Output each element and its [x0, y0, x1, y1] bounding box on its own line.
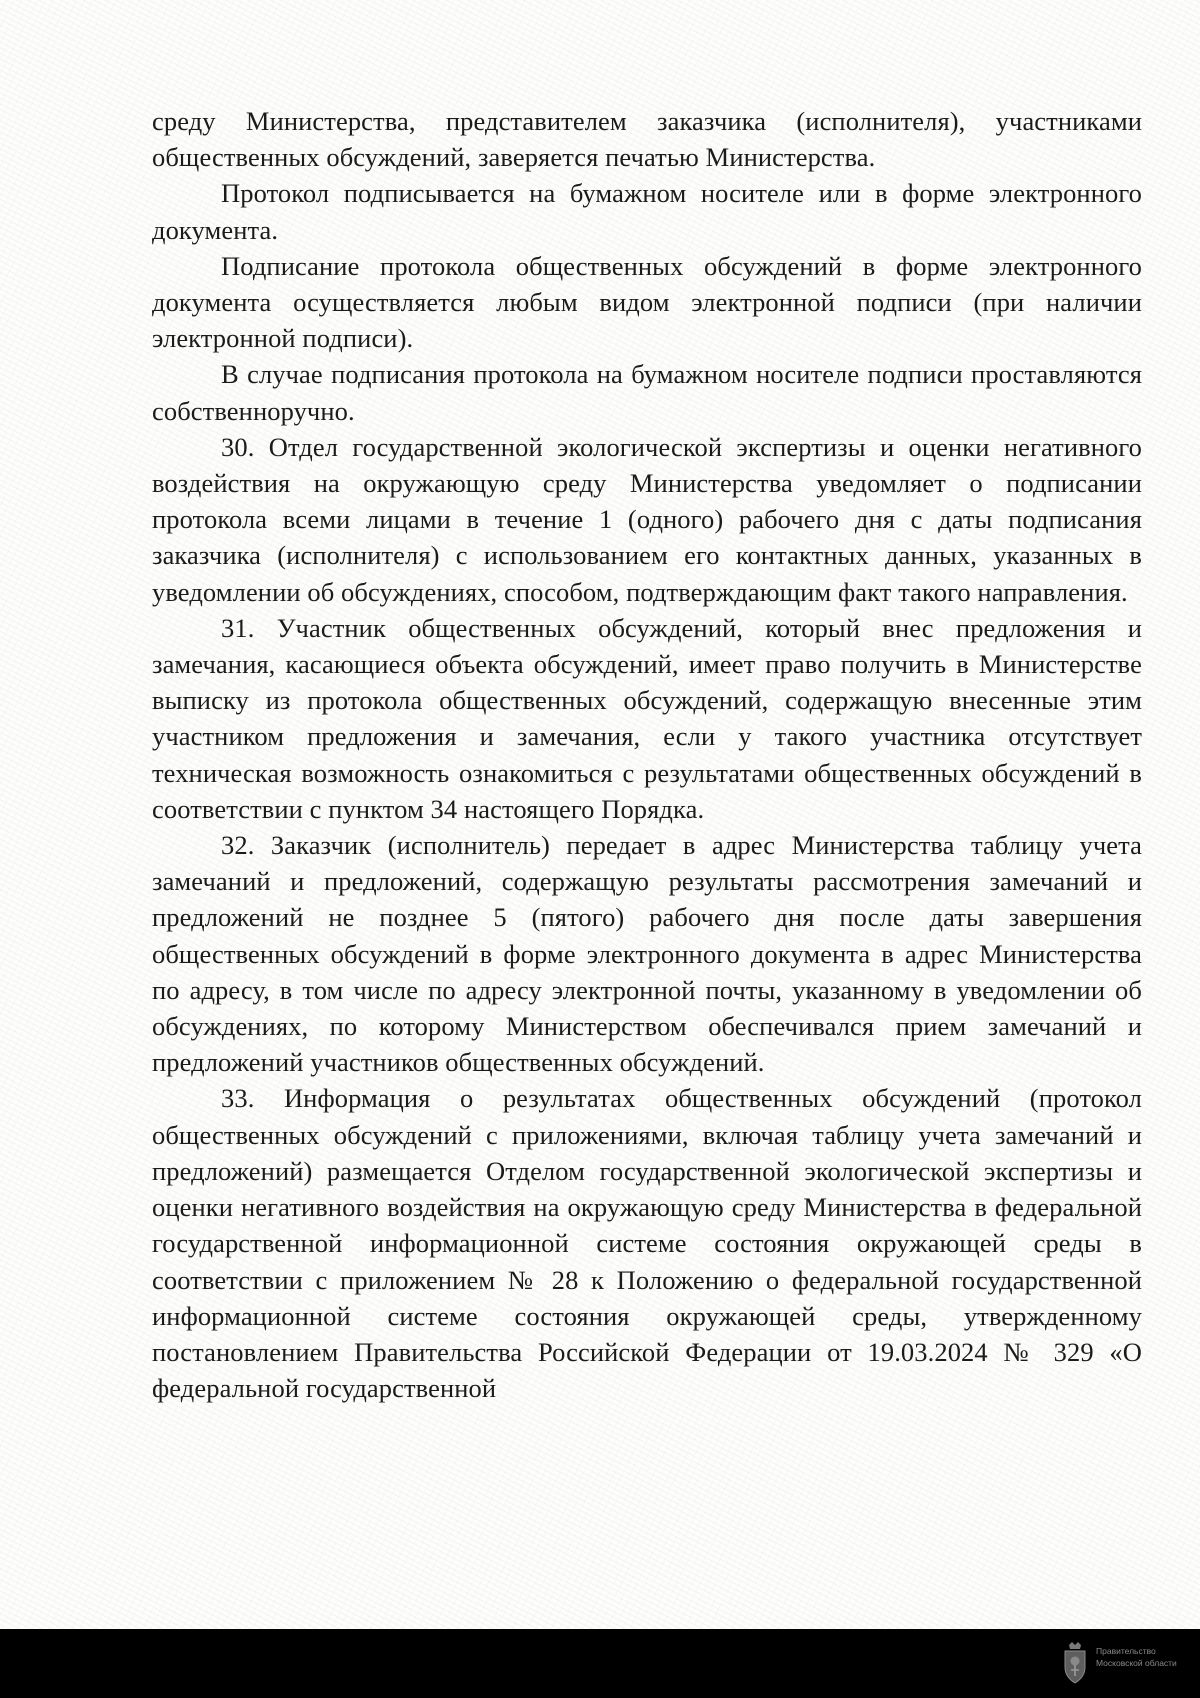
- document-body: [152, 103, 1142, 1406]
- coat-of-arms-icon: [1060, 1641, 1090, 1685]
- footer-caption-line2: Московской области: [1096, 1658, 1177, 1668]
- clause-32: 32. Заказчик (исполнитель) передает в адрес Министерства таблицу учета замечаний и предложений, содержащую результаты рассмотрения замечаний и предложений не позднее 5 (пятого) рабочего дня после даты завершения общественных обсуждений в форме электронного документа в адрес Министерства по адресу, в том числе по адресу электронной почты, указанному в уведомлении об обсуждениях, по которому Министерством обеспечивался прием замечаний и предложений участников общественных обсуждений.: [152, 830, 1142, 1078]
- paragraph-electronic-signature: Подписание протокола общественных обсуждений в форме электронного документа осуществляется любым видом электронной подписи (при наличии электронной подписи).: [152, 250, 1142, 354]
- footer-bar: [0, 1629, 1200, 1698]
- footer-caption-line1: Правительство: [1096, 1646, 1156, 1656]
- clause-30: 30. Отдел государственной экологической экспертизы и оценки негативного воздействия на окружающую среду Министерства уведомляет о подписании протокола всеми лицами в течение 1 (одного) рабочего дня с даты подписания заказчика (исполнителя) с использованием его контактных данных, указанных в уведомлении об обсуждениях, способом, подтверждающим факт такого направления.: [152, 431, 1142, 607]
- footer-caption: [1096, 1645, 1196, 1669]
- clause-33: 33. Информация о результатах общественных обсуждений (протокол общественных обсуждений с приложениями, включая таблицу учета замечаний и предложений) размещается Отделом государственной экологической экспертизы и оценки негативного воздействия на окружающую среду Министерства в федеральной государственной информационной системе состояния окружающей среды в соответствии с приложением № 28 к Положению о федеральной государственной информационной системе состояния окружающей среды, утвержденному постановлением Правительства Российской Федерации от 19.03.2024 № 329 «О федеральной государственной: [152, 1083, 1142, 1404]
- paragraph-continuation: среду Министерства, представителем заказчика (исполнителя), участниками общественных обсуждений, заверяется печатью Министерства.: [152, 106, 1142, 173]
- paragraph-paper-signature: В случае подписания протокола на бумажном носителе подписи проставляются собственноручно.: [152, 359, 1142, 426]
- paragraph-protocol-signing-medium: Протокол подписывается на бумажном носителе или в форме электронного документа.: [152, 178, 1142, 245]
- clause-31: 31. Участник общественных обсуждений, который внес предложения и замечания, касающиеся объекта обсуждений, имеет право получить в Министерстве выписку из протокола общественных обсуждений, содержащую внесенные этим участником предложения и замечания, если у такого участника отсутствует техническая возможность ознакомиться с результатами общественных обсуждений в соответствии с пунктом 34 настоящего Порядка.: [152, 612, 1142, 824]
